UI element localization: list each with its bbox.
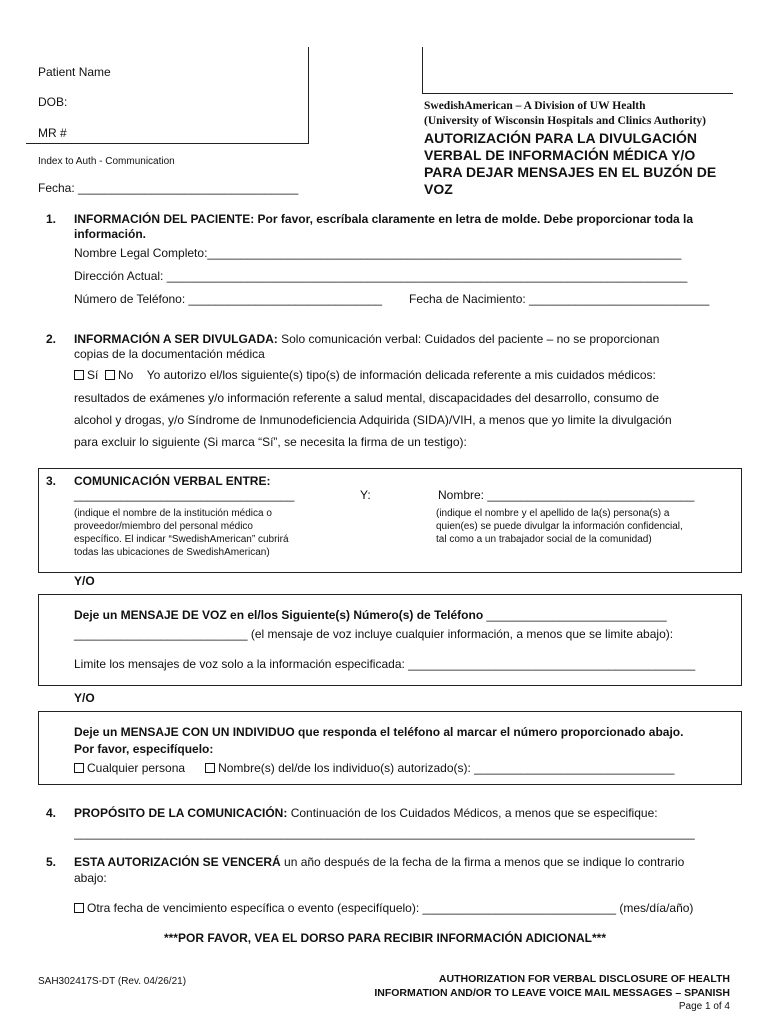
section-3-number: 3.	[46, 474, 57, 488]
named-person-checkbox[interactable]	[205, 763, 215, 773]
section-4-heading: PROPÓSITO DE LA COMUNICACIÓN:	[74, 806, 288, 820]
address-field[interactable]: Dirección Actual: ______________________________________________________________________________	[74, 269, 688, 283]
phone-field[interactable]: Número de Teléfono: _____________________________	[74, 292, 383, 306]
section-2-line-5: alcohol y drogas, y/o Síndrome de Inmunodeficiencia Adquirida (SIDA)/VIH, a menos que yo limite la divulgación	[74, 413, 672, 427]
birth-date-field[interactable]: Fecha de Nacimiento: ___________________________	[409, 292, 710, 306]
other-date-checkbox[interactable]	[74, 903, 84, 913]
voicemail-line-1	[74, 608, 667, 623]
and-or-label-1: Y/O	[74, 574, 95, 588]
provider-field[interactable]: _________________________________	[74, 488, 295, 502]
fecha-field[interactable]: Fecha: _________________________________	[38, 181, 299, 195]
section-5-number: 5.	[46, 855, 57, 869]
full-name-field[interactable]: Nombre Legal Completo:_______________________________________________________________________	[74, 246, 682, 260]
and-or-label-2: Y/O	[74, 691, 95, 705]
provider-note-line-4: todas las ubicaciones de SwedishAmerican)	[74, 547, 270, 558]
page-number: Page 1 of 4	[678, 1001, 730, 1012]
voicemail-phone-field[interactable]: ___________________________	[486, 608, 667, 622]
section-5-line-2: abajo:	[74, 871, 107, 885]
individual-options	[74, 761, 674, 776]
footer-title	[300, 972, 730, 1000]
title-line-1: AUTORIZACIÓN PARA LA DIVULGACIÓN	[424, 130, 697, 146]
section-5-line-1	[74, 855, 684, 870]
no-checkbox[interactable]	[105, 370, 115, 380]
footer-title-line-1: AUTHORIZATION FOR VERBAL DISCLOSURE OF HEALTH	[438, 973, 730, 985]
index-label: Index to Auth - Communication	[38, 156, 175, 167]
voicemail-limit-field[interactable]: Limite los mensajes de voz solo a la información especificada: ___________________________________________	[74, 657, 696, 671]
any-person-label: Cualquier persona	[87, 761, 186, 775]
title-line-2: VERBAL DE INFORMACIÓN MÉDICA Y/O	[424, 147, 696, 163]
any-person-checkbox[interactable]	[74, 763, 84, 773]
footer-title-line-2: INFORMATION AND/OR TO LEAVE VOICE MAIL MESSAGES – SPANISH	[374, 987, 730, 999]
section-5-option	[74, 901, 693, 916]
logo-area	[422, 47, 733, 94]
individual-line-2: Por favor, especifíquelo:	[74, 742, 214, 756]
section-2-line-4: resultados de exámenes y/o información referente a salud mental, discapacidades del desarrollo, consumo de	[74, 391, 659, 405]
patient-name-label: Patient Name	[38, 65, 111, 79]
dob-label: DOB:	[38, 95, 68, 109]
section-2-line-3-rest: Yo autorizo el/los siguiente(s) tipo(s) de información delicada referente a mis cuidados médicos:	[146, 368, 656, 382]
section-2-line-1	[74, 332, 659, 347]
individual-line-1: Deje un MENSAJE CON UN INDIVIDUO que responda el teléfono al marcar el número proporcionado abajo.	[74, 725, 684, 739]
section-4-number: 4.	[46, 806, 57, 820]
title-line-3: PARA DEJAR MENSAJES EN EL BUZÓN DE	[424, 164, 717, 180]
no-label: No	[118, 368, 134, 382]
section-2-line-3	[74, 368, 656, 383]
org-line-2: (University of Wisconsin Hospitals and Clinics Authority)	[424, 115, 707, 127]
patient-label-box	[26, 47, 309, 144]
other-date-field[interactable]: Otra fecha de vencimiento específica o evento (especifíquelo): _____________________________ (mes/día/año)	[87, 901, 694, 915]
section-1-heading-line-1: INFORMACIÓN DEL PACIENTE: Por favor, escríbala claramente en letra de molde. Debe proporcionar toda la	[74, 212, 694, 226]
person-note	[436, 507, 683, 546]
section-4-line-1	[74, 806, 658, 821]
section-2-number: 2.	[46, 332, 57, 346]
document-title	[424, 130, 716, 198]
nombre-field[interactable]: Nombre: _______________________________	[438, 488, 695, 502]
section-2-line-2: copias de la documentación médica	[74, 347, 265, 361]
person-note-line-2: quien(es) se puede divulgar la información confidencial,	[436, 521, 683, 532]
si-checkbox[interactable]	[74, 370, 84, 380]
section-5-heading: ESTA AUTORIZACIÓN SE VENCERÁ	[74, 855, 281, 869]
person-note-line-1: (indique el nombre y el apellido de la(s) persona(s) a	[436, 508, 670, 519]
section-3-heading: COMUNICACIÓN VERBAL ENTRE:	[74, 474, 271, 488]
y-label: Y:	[360, 488, 371, 502]
section-2-line-6: para excluir lo siguiente (Si marca “Sí”, se necesita la firma de un testigo):	[74, 435, 467, 449]
named-person-field[interactable]: Nombre(s) del/de los individuo(s) autorizado(s): ______________________________	[218, 761, 675, 775]
voicemail-heading: Deje un MENSAJE DE VOZ en el/los Siguiente(s) Número(s) de Teléfono	[74, 608, 484, 622]
si-label: Sí	[87, 368, 99, 382]
purpose-field[interactable]: _____________________________________________________________________________________________	[74, 826, 695, 840]
section-4-rest: Continuación de los Cuidados Médicos, a menos que se especifique:	[290, 806, 658, 820]
voicemail-line-2[interactable]: __________________________ (el mensaje de voz incluye cualquier información, a menos que se limite abajo):	[74, 627, 674, 641]
section-1-number: 1.	[46, 212, 57, 226]
provider-note-line-2: proveedor/miembro del personal médico	[74, 521, 253, 532]
person-note-line-3: tal como a un trabajador social de la comunidad)	[436, 534, 652, 545]
section-1-heading-line-2: información.	[74, 227, 147, 241]
section-5-rest: un año después de la fecha de la firma a menos que se indique lo contrario	[284, 855, 685, 869]
provider-note-line-1: (indique el nombre de la institución médica o	[74, 508, 272, 519]
reverse-notice: ***POR FAVOR, VEA EL DORSO PARA RECIBIR INFORMACIÓN ADICIONAL***	[163, 931, 607, 945]
section-1-heading	[74, 212, 734, 242]
mr-label: MR #	[38, 126, 67, 140]
provider-note-line-3: específico. El indicar “SwedishAmerican” cubrirá	[74, 534, 289, 545]
provider-note	[74, 507, 289, 559]
section-2-line-1-rest: Solo comunicación verbal: Cuidados del paciente – no se proporcionan	[281, 332, 660, 346]
form-code: SAH302417S-DT (Rev. 04/26/21)	[38, 976, 187, 987]
org-line-1: SwedishAmerican – A Division of UW Health	[424, 100, 646, 112]
section-2-heading: INFORMACIÓN A SER DIVULGADA:	[74, 332, 278, 346]
title-line-4: VOZ	[424, 181, 453, 197]
